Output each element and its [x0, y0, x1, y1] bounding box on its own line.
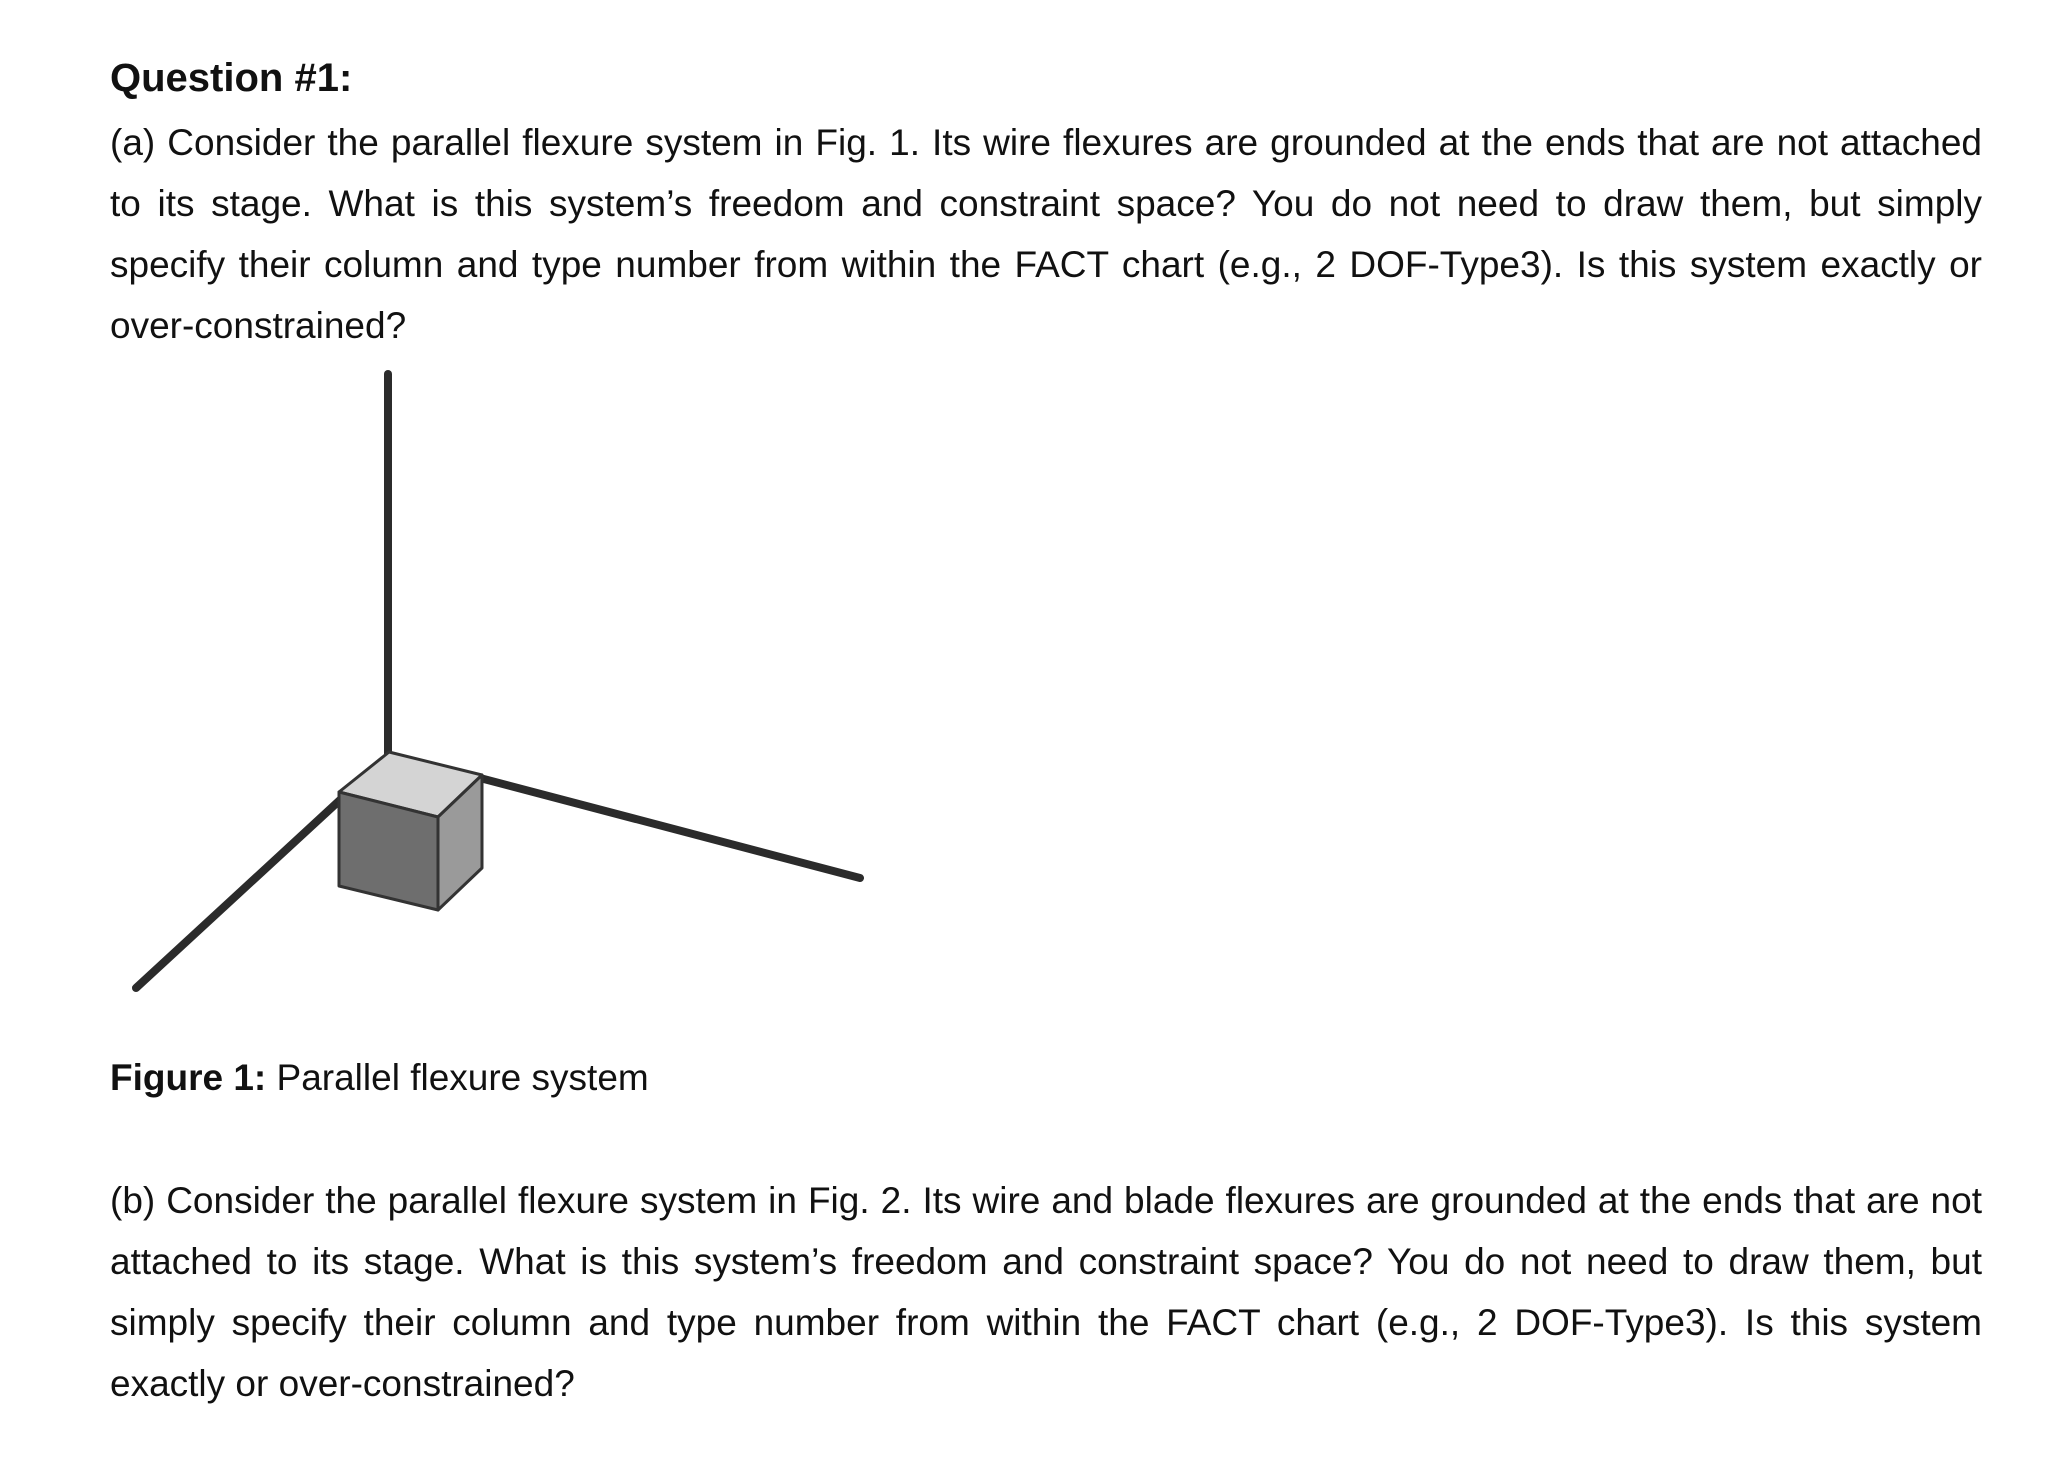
question-part-a: (a) Consider the parallel flexure system in Fig. 1. Its wire flexures are grounded at the ends that are not attached to its stage. What is this system’s freedom and constraint space? You do not need to draw them, but simply specify their column and type number from within the FACT chart (e.g., 2 DOF-Type3). Is this system exactly or over-constrained? [110, 122, 1982, 346]
stage-cube [339, 752, 482, 910]
figure-caption [110, 1052, 649, 1104]
figure-caption-text: Parallel flexure system [266, 1057, 649, 1098]
wire-flexure-left [136, 800, 340, 988]
figure-1-diagram [100, 360, 900, 1020]
question-part-b: (b) Consider the parallel flexure system in Fig. 2. Its wire and blade flexures are grounded at the ends that are not attached to its stage. What is this system’s freedom and constraint space? You do not need to draw them, but simply specify their column and type number from within the FACT chart (e.g., 2 DOF-Type3). Is this system exactly or over-constrained? [110, 1180, 1982, 1404]
wire-flexure-right [480, 778, 860, 878]
question-title: Question #1: [110, 56, 353, 100]
figure-caption-label: Figure 1: [110, 1057, 267, 1098]
